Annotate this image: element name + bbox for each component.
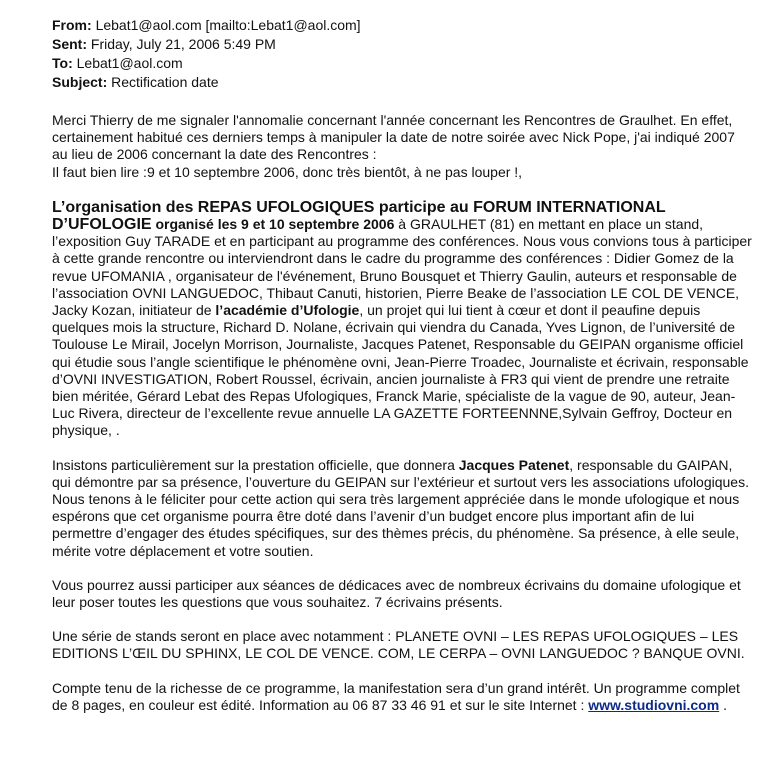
sent-value: Friday, July 21, 2006 5:49 PM bbox=[90, 36, 276, 52]
patenet-paragraph bbox=[52, 457, 752, 560]
stands-paragraph: Une série de stands seront en place avec notamment : PLANETE OVNI – LES REPAS UFOLOGIQUES – LES EDITIONS L’ŒIL DU SPHINX, LE COL DE VENCE. COM, LE CERPA – OVNI LANGUEDOC ? BANQUE OVNI. bbox=[52, 628, 745, 662]
to-label: To: bbox=[52, 55, 73, 71]
forum-title: L’organisation des REPAS UFOLOGIQUES participe au FORUM INTERNATIONAL D’UFOLOGIE bbox=[52, 198, 666, 234]
to-value: Lebat1@aol.com bbox=[76, 55, 183, 71]
email-header-sent bbox=[52, 35, 752, 54]
closing-text: Compte tenu de la richesse de ce programme, la manifestation sera d’un grand intérêt. Un programme complet de 8 pages, en couleur est édité. Information au 06 87 33 46 91 et sur le site Internet : bbox=[52, 679, 740, 713]
sent-label: Sent: bbox=[52, 36, 87, 52]
intro-date-line: Il faut bien lire :9 et 10 septembre 2006, donc très bientôt, à ne pas louper !, bbox=[52, 163, 523, 180]
subject-label: Subject: bbox=[52, 74, 108, 90]
email-header-to bbox=[52, 54, 752, 73]
intro-text: Merci Thierry de me signaler l'annomalie concernant l'année concernant les Rencontres de Graulhet. En effet, certainement habitué ces derniers temps à manipuler la date de notre soirée avec Nick Pope, j'ai indiqué 2007 au lieu de 2006 concernant la date des Rencontres : bbox=[52, 112, 735, 163]
academie-ufologie: l’académie d’Ufologie bbox=[215, 302, 360, 319]
patenet-name: Jacques Patenet bbox=[458, 456, 570, 473]
forum-text-part2: , un projet qui lui tient à cœur et dont il peaufine depuis quelques mois la structure, Richard D. Nolane, écrivain qui viendra du Canada, Yves Lignon, de l’université de Toulouse Le Mirail, Jocelyn Morrison, Journaliste, Jacques Patenet, Responsable du GEIPAN organisme officiel qui étudie sous l’angle scientifique le phénomène ovni, Jean-Pierre Troadec, Journaliste et écrivain, responsable d’OVNI INVESTIGATION, Robert Roussel, écrivain, ancien journaliste à FR3 qui vient de prendre une retraite bien méritée, Gérard Lebat des Repas Ufologiques, Franck Marie, spécialiste de la vague de 90, auteur, Jean-Luc Rivera, directeur de l’excellente revue annuelle LA GAZETTE FORTEENNNE,Sylvain Geffroy, Docteur en physique, . bbox=[52, 302, 749, 439]
patenet-text-part1: Insistons particulièrement sur la prestation officielle, que donnera bbox=[52, 456, 455, 473]
forum-dates: organisé les 9 et 10 septembre 2006 bbox=[155, 216, 395, 233]
closing-paragraph bbox=[52, 680, 752, 714]
dedicaces-paragraph: Vous pourrez aussi participer aux séances de dédicaces avec de nombreux écrivains du domaine ufologique et leur poser toutes les questions que vous souhaitez. 7 écrivains présents. bbox=[52, 576, 741, 611]
closing-tail: . bbox=[719, 696, 727, 713]
forum-text-part1: à GRAULHET (81) en mettant en place un stand, l’exposition Guy TARADE et en participant au programme des conférences. Nous vous convions tous à participer à cette grande rencontre ou interviendront dans le cadre du programme des conférences : Didier Gomez de la revue UFOMANIA , organisateur de l'événement, Bruno Bousquet et Thierry Gaulin, auteurs et responsable de l’association OVNI LANGUEDOC, Thibaut Canuti, historien, Pierre Beake de l’association LE COL DE VENCE, Jacky Kozan, initiateur de bbox=[52, 216, 752, 319]
patenet-text-part2: , responsable du GAIPAN, qui démontre par sa présence, l’ouverture du GEIPAN sur l’extérieur et surtout vers les associations ufologiques. Nous tenons à le féliciter pour cette action qui sera très largement appréciée dans le monde ufologique et nous espérons que cet organisme pourra être doté dans l’avenir d’un budget encore plus important afin de lui permettre d’engager des études spécifiques, sur des thèmes précis, du phénomène. Sa présence, à elle seule, mérite votre déplacement et votre soutien. bbox=[52, 456, 749, 559]
email-page bbox=[52, 16, 752, 714]
subject-value: Rectification date bbox=[111, 74, 219, 90]
from-value: Lebat1@aol.com [mailto:Lebat1@aol.com] bbox=[95, 17, 361, 33]
email-header-from bbox=[52, 16, 752, 35]
forum-paragraph bbox=[52, 199, 752, 440]
email-header-subject bbox=[52, 73, 752, 92]
website-link[interactable]: www.studiovni.com bbox=[588, 696, 720, 713]
from-label: From: bbox=[52, 17, 92, 33]
intro-paragraph bbox=[52, 112, 752, 181]
